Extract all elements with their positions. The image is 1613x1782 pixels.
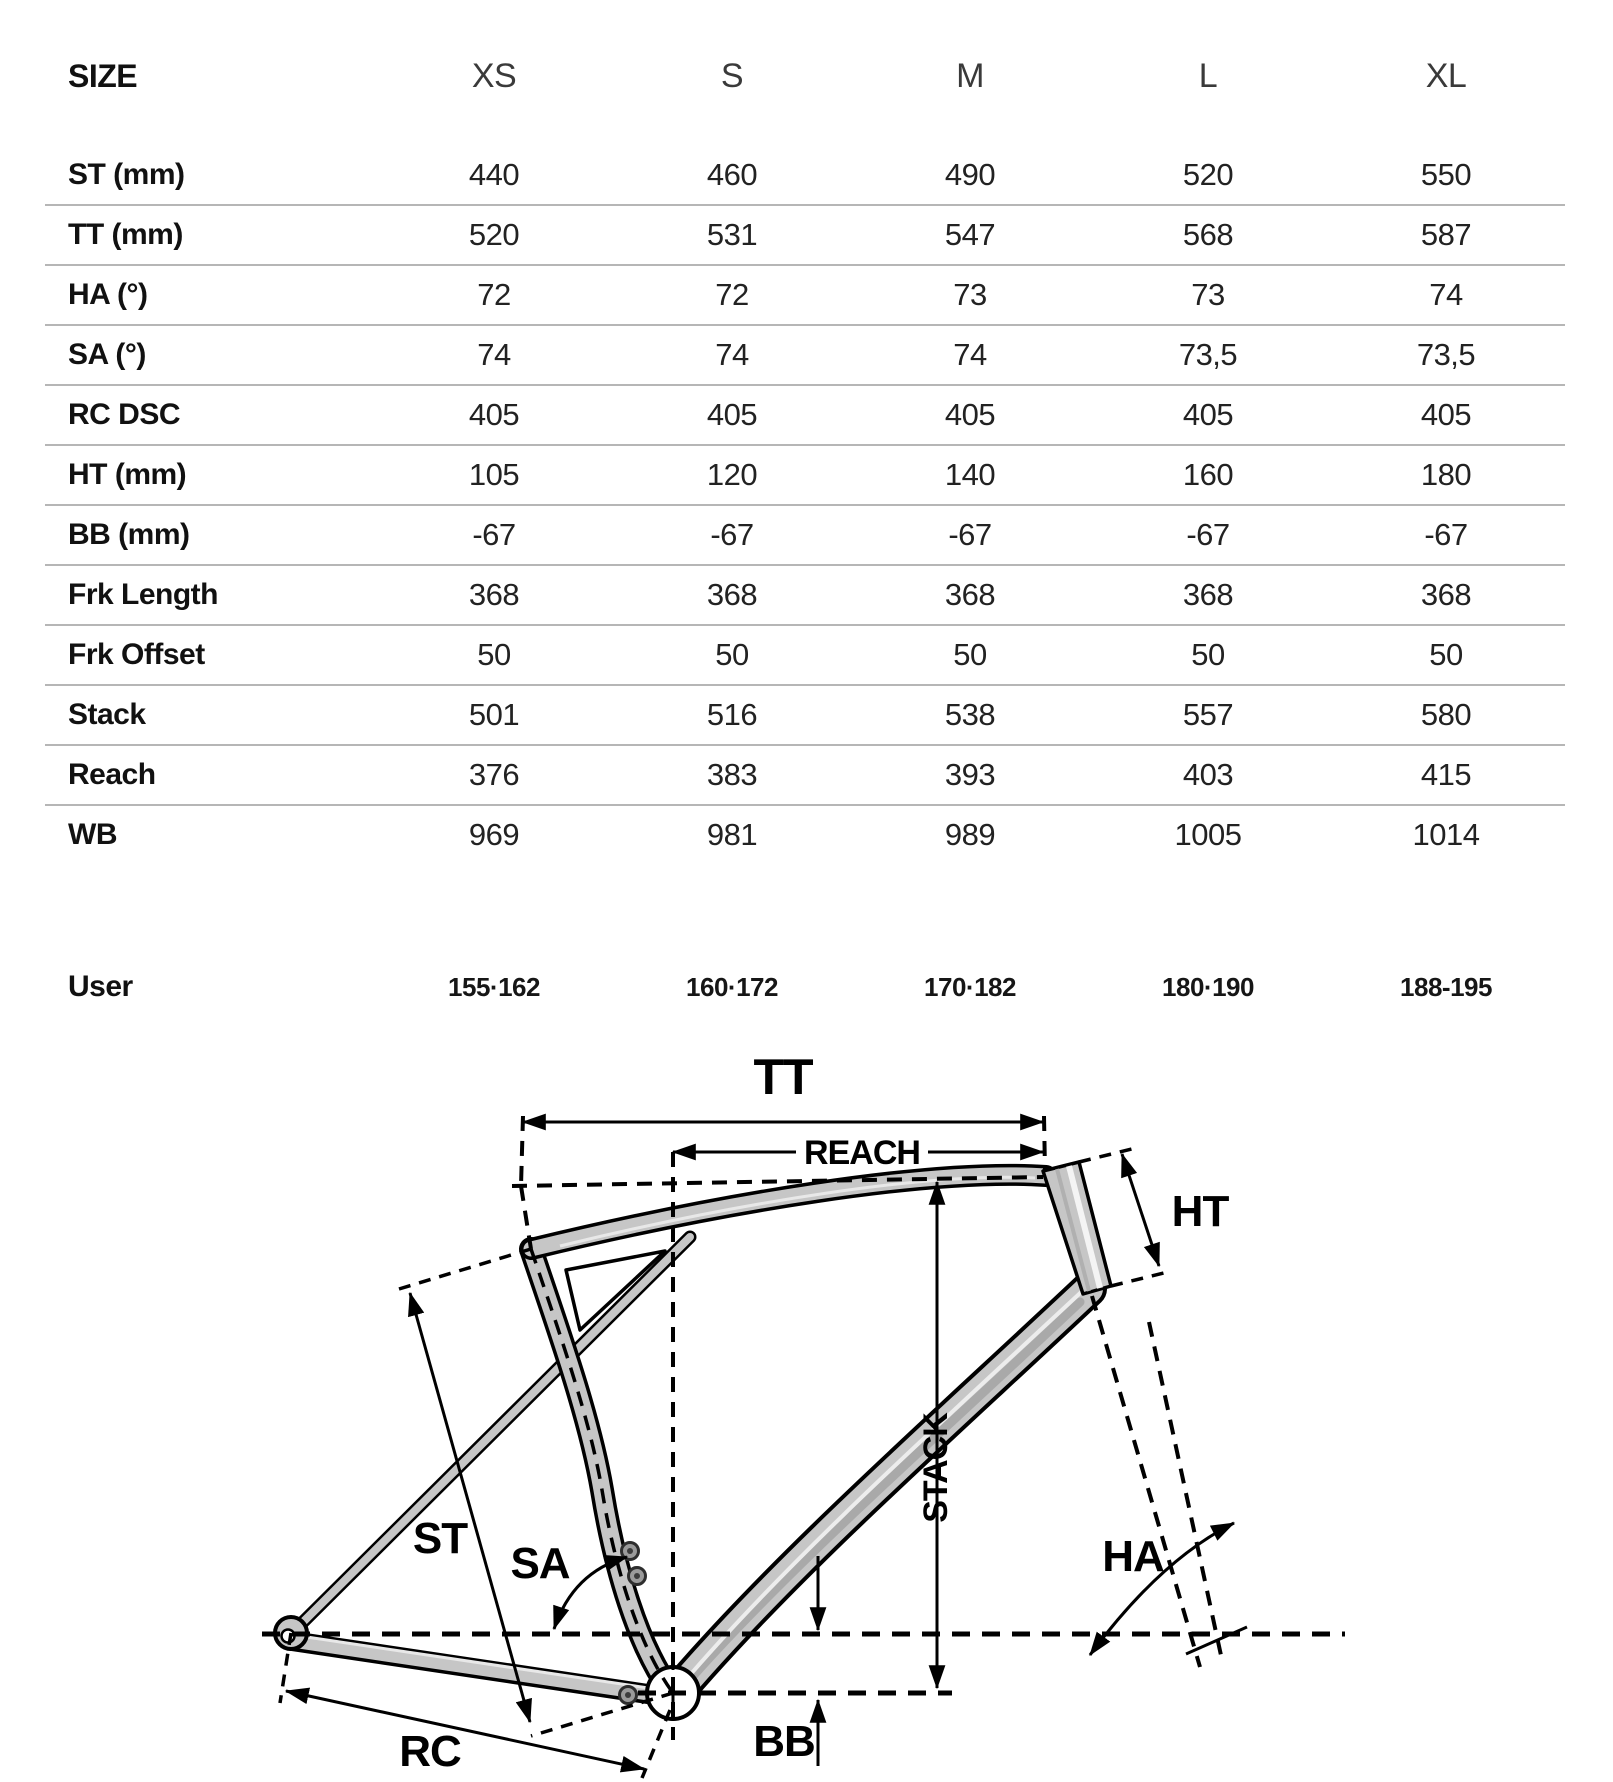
reach-label: REACH — [804, 1134, 920, 1172]
row-label: BB (mm) — [68, 518, 190, 551]
row-value: 368 — [706, 577, 758, 612]
row-value: 393 — [944, 757, 996, 792]
row-value: 120 — [706, 457, 758, 492]
row-value: 520 — [468, 217, 520, 252]
row-label: HA (°) — [68, 278, 148, 311]
row-value: 403 — [1182, 757, 1234, 792]
row-value: 140 — [944, 457, 996, 492]
row-value: 50 — [715, 637, 749, 672]
row-value: 520 — [1182, 157, 1234, 192]
user-row-label: User — [68, 970, 133, 1003]
row-value: 580 — [1420, 697, 1472, 732]
row-value: 490 — [944, 157, 996, 192]
row-label: HT (mm) — [68, 458, 187, 491]
row-value: 72 — [477, 277, 511, 312]
ha-label: HA — [1102, 1532, 1164, 1581]
row-value: -67 — [472, 517, 516, 552]
rc-dimension — [286, 1691, 644, 1769]
row-value: 50 — [477, 637, 511, 672]
row-value: -67 — [710, 517, 754, 552]
dimension-lines — [286, 1122, 1247, 1769]
row-label: Stack — [68, 698, 146, 731]
row-value: 405 — [1420, 397, 1472, 432]
user-height-range: 160·172 — [686, 971, 778, 1002]
row-value: 50 — [1429, 637, 1463, 672]
row-value: 73 — [1191, 277, 1225, 312]
ht-dimension — [1122, 1154, 1159, 1266]
row-value: 50 — [1191, 637, 1225, 672]
ha-tick — [1186, 1627, 1247, 1654]
user-height-range: 170·182 — [924, 971, 1016, 1002]
row-value: 1005 — [1174, 817, 1242, 852]
size-column-xs: XS — [471, 56, 517, 95]
row-value: 368 — [944, 577, 996, 612]
row-value: 568 — [1182, 217, 1234, 252]
row-value: 368 — [1420, 577, 1472, 612]
row-value: 516 — [706, 697, 758, 732]
row-value: 73 — [953, 277, 987, 312]
row-label: RC DSC — [68, 398, 181, 431]
row-value: 440 — [468, 157, 520, 192]
row-value: 74 — [953, 337, 987, 372]
row-value: 547 — [944, 217, 996, 252]
row-label: Frk Offset — [68, 638, 205, 671]
row-value: 531 — [706, 217, 758, 252]
rc-label: RC — [399, 1727, 461, 1776]
st-label: ST — [412, 1514, 468, 1563]
row-value: 368 — [1182, 577, 1234, 612]
sa-label: SA — [510, 1539, 570, 1588]
head-tube — [1043, 1162, 1111, 1294]
user-height-range: 155·162 — [448, 971, 540, 1002]
row-value: 376 — [468, 757, 520, 792]
row-label: SA (°) — [68, 338, 146, 371]
row-label: Frk Length — [68, 578, 218, 611]
tt-label: TT — [753, 1049, 813, 1105]
row-value: 180 — [1420, 457, 1472, 492]
row-value: 460 — [706, 157, 758, 192]
row-value: 501 — [468, 697, 520, 732]
user-height-range: 180·190 — [1162, 971, 1254, 1002]
row-value: 405 — [706, 397, 758, 432]
row-value: 74 — [1429, 277, 1463, 312]
row-value: 368 — [468, 577, 520, 612]
stack-label: STACK — [917, 1413, 955, 1523]
row-value: 989 — [944, 817, 996, 852]
row-label: ST (mm) — [68, 158, 185, 191]
row-value: 383 — [706, 757, 758, 792]
row-value: 72 — [715, 277, 749, 312]
row-value: 415 — [1420, 757, 1472, 792]
user-height-range: 188-195 — [1400, 971, 1492, 1002]
row-label: Reach — [68, 758, 156, 791]
row-value: 73,5 — [1416, 337, 1476, 372]
row-value: 74 — [715, 337, 749, 372]
row-value: 405 — [468, 397, 520, 432]
size-column-s: S — [720, 56, 744, 95]
bb-label: BB — [753, 1717, 815, 1766]
row-value: 557 — [1182, 697, 1234, 732]
row-value: 73,5 — [1178, 337, 1238, 372]
row-value: -67 — [948, 517, 992, 552]
size-column-m: M — [956, 56, 984, 95]
row-value: 538 — [944, 697, 996, 732]
row-value: 981 — [706, 817, 758, 852]
row-value: -67 — [1186, 517, 1230, 552]
row-value: 405 — [944, 397, 996, 432]
size-column-xl: XL — [1425, 56, 1467, 95]
row-label: WB — [68, 818, 117, 851]
ht-label: HT — [1171, 1187, 1229, 1236]
row-value: 587 — [1420, 217, 1472, 252]
size-column-l: L — [1198, 56, 1218, 95]
row-value: -67 — [1424, 517, 1468, 552]
row-value: 105 — [468, 457, 520, 492]
row-label: TT (mm) — [68, 218, 183, 251]
row-value: 550 — [1420, 157, 1472, 192]
row-value: 50 — [953, 637, 987, 672]
row-value: 1014 — [1412, 817, 1480, 852]
row-value: 969 — [468, 817, 520, 852]
row-value: 160 — [1182, 457, 1234, 492]
row-value: 74 — [477, 337, 511, 372]
size-header-label: SIZE — [68, 57, 138, 94]
row-value: 405 — [1182, 397, 1234, 432]
